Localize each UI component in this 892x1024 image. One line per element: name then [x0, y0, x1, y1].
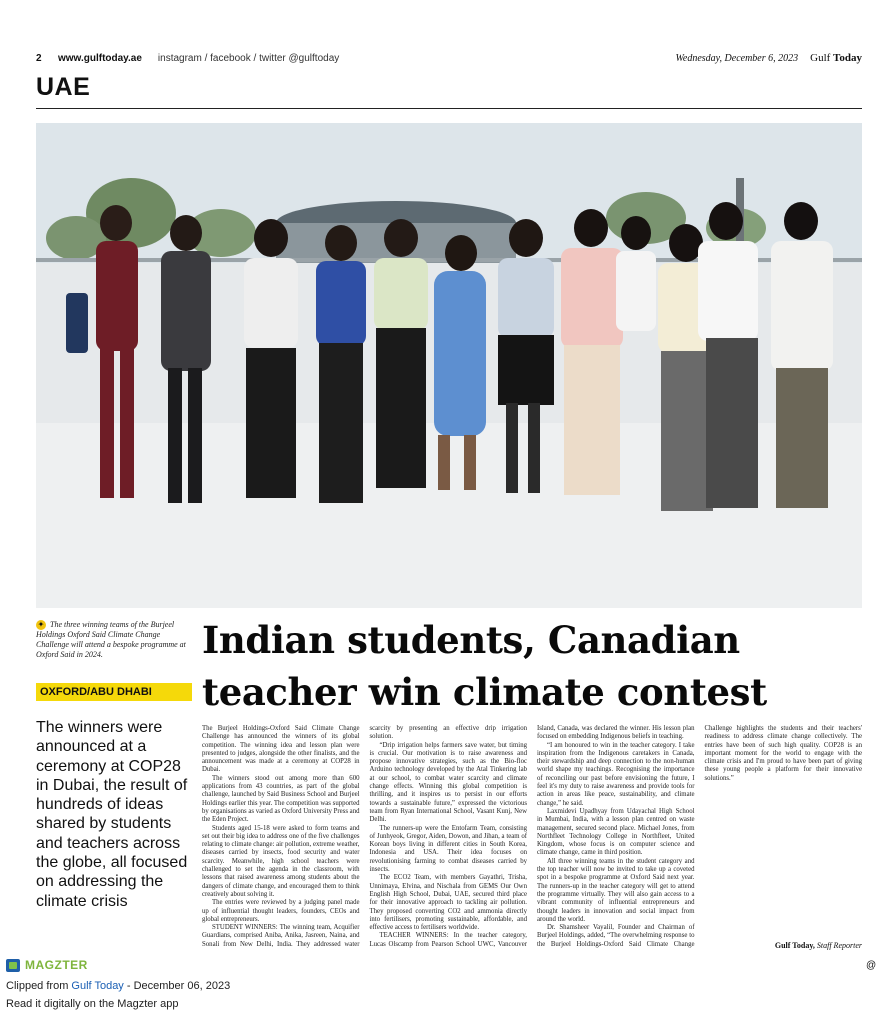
paragraph: TEACHER WINNERS: In the teacher category, Lucas Olscamp from Pearson School UWC, Vancouver Island, Canada, was declared the winner. His lesson plan focused on embedding Indigenous beliefs in teaching. — [369, 725, 695, 948]
byline — [700, 941, 862, 950]
person-figures — [66, 202, 833, 511]
clipped-prefix: Clipped from — [6, 980, 69, 992]
brand-logo — [810, 52, 862, 64]
paragraph: Students aged 15-18 were asked to form teams and set out their big idea to address one of the five challenges relating to climate change: air pollution, extreme weather, diseases carried by insects, food security and water scarcity. Meanwhile, high school teachers were challenged to set the agenda in the classroom, with lessons that raised awareness among students about the dangers of climate change, and encouraged them to think creatively about solving it. — [202, 824, 360, 898]
brand-word-gulf: Gulf — [810, 52, 831, 64]
paragraph: Laxmidevi Upadhyay from Udayachal High School in Mumbai, India, with a lesson plan centred on waste management, secured second place. Michael Jones, from Northfleet Technology College in Northfleet, United Kingdom, whose focus is on computer science and climate change, came in third position. — [537, 807, 695, 857]
brand-word-today: Today — [833, 52, 862, 64]
byline-role: Staff Reporter — [816, 941, 862, 950]
paragraph: “Drip irrigation helps farmers save water, but timing is crucial. Our motivation is to raise awareness and propose innovative strategies, such as the Bio-floc Arduino technology developed by the Atal Tinkering lab at our school, to combat water scarcity and climate change effects. Winning this global competition is thrilling, and it inspires us to persist in our efforts towards a sustainable future,” expressed the victorious team from Ryan International School, Vasant Kunj, New Delhi. — [369, 741, 527, 824]
group-photo — [36, 123, 862, 608]
publication-link[interactable]: Gulf Today — [71, 980, 124, 992]
photo-illustration — [36, 123, 862, 608]
paragraph: The Burjeel Holdings-Oxford Said Climate Change Challenge has announced the winners of its global competition. The winning idea and lesson plan were presented to judges, alongside the other finalists, and the announcement was made at a ceremony at COP28 in Dubai. — [202, 725, 360, 774]
camera-pin-icon: ✦ — [37, 620, 45, 630]
clipped-line — [6, 980, 230, 992]
paragraph: Dr. Shamsheer Vayalil, Founder and Chairman of Burjeel Holdings, added, “The overwhelming response to the Burjeel Holdings-Oxford Said Climate Change Challenge highlights the students and their teachers' readiness to address climate change collectively. The entries have been of such high quality. COP28 is an important moment for the world to engage with the climate crisis and I'm proud to have been part of giving these young people a platform for their innovative solutions.” — [537, 725, 862, 948]
paragraph: The ECO2 Team, with members Gayathri, Trisha, Unnimaya, Elvina, and Nischala from GEMS Our Own English High School, Dubai, UAE, secured third place for their innovative approach to tackling air pollution. They proposed converting CO2 and ammonia directly into fertilisers, promoting sustainable, affordable, and effective access to fertilisers worldwide. — [369, 874, 527, 932]
paragraph: “I am honoured to win in the teacher category. I take inspiration from the Indigenous caretakers in Canada, their stewardship and deep connection to the non-human world shape my teachings. Recognising the importance of reconciling our past before envisioning the future, I feel it's my duty to raise awareness and provide tools for action in areas like peace, sustainability, and climate change,” he said. — [537, 741, 695, 807]
site-url[interactable]: www.gulftoday.ae — [58, 52, 142, 64]
magzter-brand[interactable] — [6, 958, 88, 972]
section-title: UAE — [36, 73, 91, 101]
photo-caption — [36, 620, 190, 660]
at-icon: @ — [866, 960, 877, 971]
magzter-name: MAGZTER — [25, 958, 88, 972]
caption-text: The three winning teams of the Burjeel Holdings Oxford Said Climate Change Challenge will attend a bespoke programme at Oxford Said in 2024. — [36, 620, 186, 660]
paragraph: The winners stood out among more than 600 applications from 43 countries, as part of the global challenge, launched by Said Business School and Burjeel Holdings earlier this year. The competition was supported by organisations as varied as Oxford University Press and the Eden Project. — [202, 774, 360, 824]
byline-name: Gulf Today, — [774, 941, 815, 950]
issue-date: Wednesday, December 6, 2023 — [675, 52, 799, 64]
pull-quote: The winners were announced at a ceremony at COP28 in Dubai, the result of hundreds of ideas shared by students and teachers across the globe, all focused on addressing the climate crisis — [36, 719, 188, 910]
section-divider — [36, 108, 862, 109]
article-body — [202, 725, 862, 955]
masthead — [36, 50, 862, 66]
page-number: 2 — [36, 52, 42, 64]
paragraph: All three winning teams in the student category and the top teacher will now be invited to take up a coveted spot in a bespoke programme at Oxford Said next year. The runners-up in the teacher category will get to attend the programme virtually. They will also gain access to a vibrant community of influential entrepreneurs and thought leaders in innovation and social impact from around the world. — [537, 857, 695, 923]
read-digitally-line: Read it digitally on the Magzter app — [6, 998, 179, 1010]
headline: Indian students, Canadian teacher win climate contest — [202, 618, 767, 714]
paragraph: The runners-up were the Entofarm Team, consisting of Junhyeok, Gregor, Aiden, Dowon, and Jihan, a team of Korean boys living in different cities in South Korea, Indonesia and USA. Their idea focuses on revolutionising farming to combat diseases carried by insects. — [369, 824, 527, 874]
paragraph: The entries were reviewed by a judging panel made up of influential thought leaders, founders, CEOs and global entrepreneurs. — [202, 899, 360, 923]
paragraph: STUDENT WINNERS: The winning team, Acquifier Guardians, comprised Aniba, Anika, Jasreen, Naina, and Sonali from New Delhi, India. They addressed water scarcity by presenting an effective drip irrigation solution. — [202, 725, 527, 948]
social-handles: instagram / facebook / twitter @gulftoday — [157, 52, 340, 64]
dateline: OXFORD/ABU DHABI — [36, 683, 192, 701]
clipped-date: - December 06, 2023 — [126, 980, 231, 992]
magzter-logo-icon — [6, 959, 20, 972]
